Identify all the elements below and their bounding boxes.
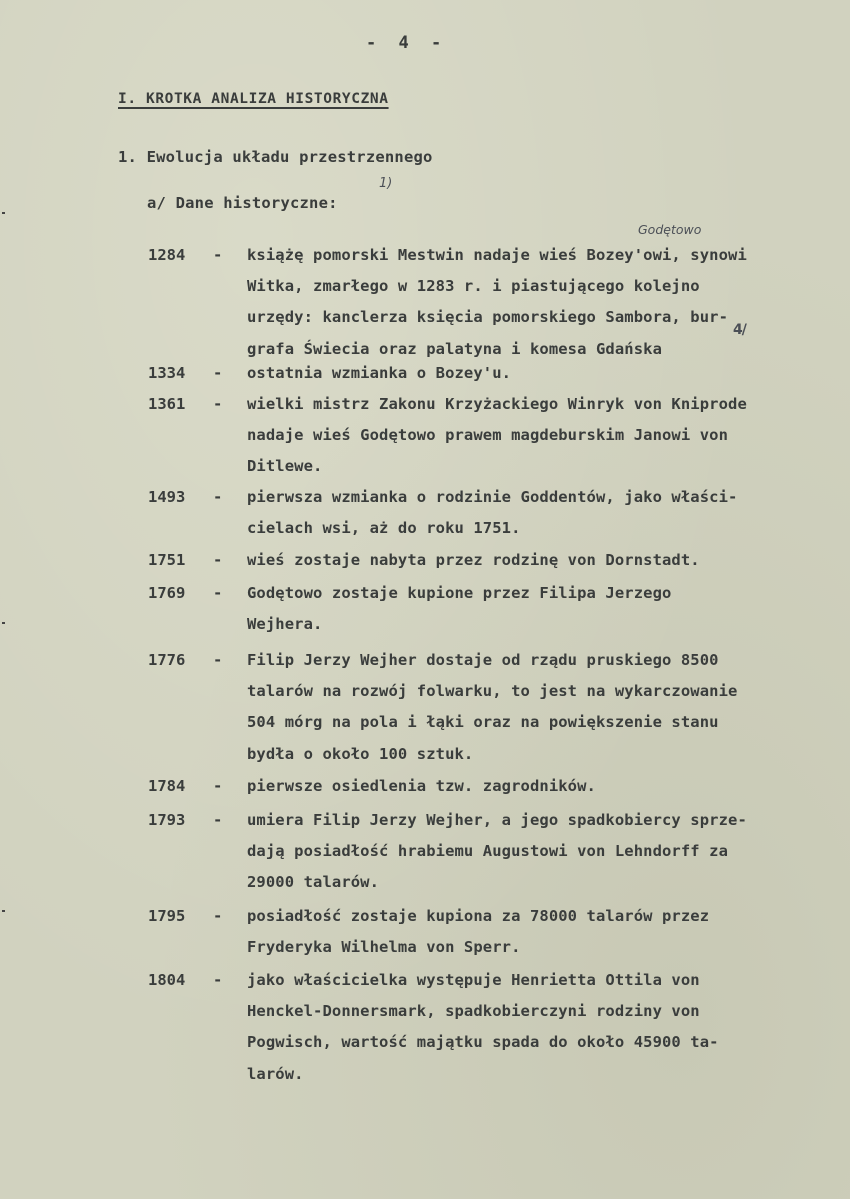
section-title: I. KROTKA ANALIZA HISTORYCZNA (118, 91, 389, 107)
entry-text: książę pomorski Mestwin nadaje wieś Bozey'owi, synowi Witka, zmarłego w 1283 r. i piastującego kolejno urzędy: kanclerza księcia pomorskiego Sambora, bur- grafa Świecia oraz palatyna i komesa Gdańska (247, 246, 747, 358)
margin-speck (2, 212, 5, 214)
entry-year: 1361 (148, 395, 186, 413)
entry-year: 1751 (148, 551, 186, 569)
entry-year: 1784 (148, 777, 186, 795)
entry-text: umiera Filip Jerzy Wejher, a jego spadkobiercy sprze- dają posiadłość hrabiemu Augustowi von Lehndorff za 29000 talarów. (247, 811, 747, 892)
entry-text: ostatnia wzmianka o Bozey'u. (247, 364, 512, 382)
subsection-title: 1. Ewolucja układu przestrzennego (118, 148, 433, 166)
margin-speck (2, 622, 5, 624)
entry-year: 1793 (148, 811, 186, 829)
entry-dash: - (213, 584, 223, 602)
entry-dash: - (213, 907, 223, 925)
handwritten-correction: Godętowo (638, 222, 702, 237)
entry-text: Filip Jerzy Wejher dostaje od rządu pruskiego 8500 talarów na rozwój folwarku, to jest na wykarczowanie 504 mórg na pola i łąki oraz na powiększenie stanu bydła o około 100 sztuk. (247, 651, 738, 763)
entry-text: posiadłość zostaje kupiona za 78000 talarów przez Fryderyka Wilhelma von Sperr. (247, 907, 710, 957)
footnote-marker: 1) (379, 176, 393, 191)
entry-dash: - (213, 246, 223, 264)
entry-dash: - (213, 364, 223, 382)
entry-text: Godętowo zostaje kupione przez Filipa Jerzego Wejhera. (247, 584, 672, 634)
entry-year: 1769 (148, 584, 186, 602)
margin-speck (2, 910, 5, 912)
handwritten-reference: 4/ (733, 322, 746, 338)
entry-dash: - (213, 651, 223, 669)
entry-text: jako właścicielka występuje Henrietta Ottila von Henckel-Donnersmark, spadkobierczyni rodziny von Pogwisch, wartość majątku spada do około 45900 ta- larów. (247, 971, 719, 1083)
entry-year: 1284 (148, 246, 186, 264)
entry-year: 1795 (148, 907, 186, 925)
entry-text: wielki mistrz Zakonu Krzyżackiego Winryk von Kniprode nadaje wieś Godętowo prawem magdeburskim Janowi von Ditlewe. (247, 395, 747, 476)
page-number: - 4 - (366, 33, 448, 53)
subsubsection-title: a/ Dane historyczne: (147, 194, 338, 212)
entry-dash: - (213, 488, 223, 506)
entry-dash: - (213, 777, 223, 795)
entry-text: wieś zostaje nabyta przez rodzinę von Dornstadt. (247, 551, 700, 569)
entry-year: 1804 (148, 971, 186, 989)
entry-year: 1776 (148, 651, 186, 669)
entry-dash: - (213, 971, 223, 989)
entry-dash: - (213, 551, 223, 569)
entry-dash: - (213, 395, 223, 413)
entry-text: pierwsza wzmianka o rodzinie Goddentów, jako właści- cielach wsi, aż do roku 1751. (247, 488, 738, 538)
entry-year: 1493 (148, 488, 186, 506)
entry-text: pierwsze osiedlenia tzw. zagrodników. (247, 777, 596, 795)
entry-year: 1334 (148, 364, 186, 382)
entry-dash: - (213, 811, 223, 829)
